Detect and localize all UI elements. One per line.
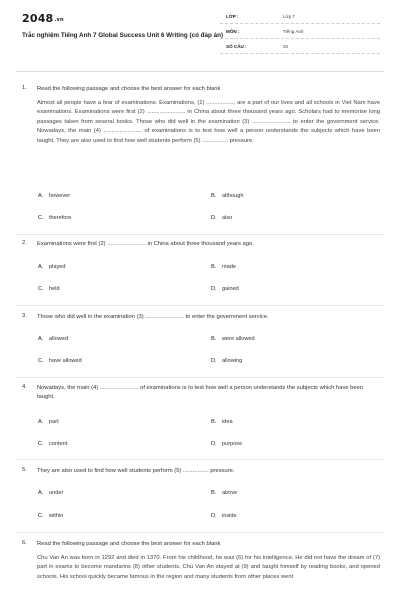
site-logo[interactable]: [22, 12, 64, 25]
option-letter: B.: [211, 490, 217, 496]
option-letter: D.: [211, 215, 217, 221]
question-number: 5.: [22, 467, 27, 473]
option-letter: D.: [211, 441, 217, 447]
option-text: therefore: [49, 215, 72, 221]
option-a[interactable]: [38, 193, 70, 199]
option-letter: C.: [38, 441, 44, 447]
option-d[interactable]: [211, 286, 239, 292]
option-text: inside: [222, 513, 237, 519]
option-c[interactable]: [38, 513, 63, 519]
option-d[interactable]: [211, 215, 232, 221]
option-a[interactable]: [38, 264, 65, 270]
question-3: [22, 313, 382, 373]
meta-row-subject: [220, 24, 380, 39]
page-title: Trắc nghiệm Tiếng Anh 7 Global Success Unit 6 Writing (có đáp án): [22, 32, 224, 39]
option-b[interactable]: [211, 490, 237, 496]
option-letter: B.: [211, 193, 217, 199]
option-text: within: [49, 513, 64, 519]
option-a[interactable]: [38, 419, 59, 425]
logo-main: 2048: [22, 12, 54, 25]
option-a[interactable]: [38, 490, 63, 496]
option-letter: B.: [211, 264, 217, 270]
question-separator: [16, 459, 384, 460]
option-text: purpose: [222, 441, 243, 447]
question-number: 3.: [22, 313, 27, 319]
option-text: however: [49, 193, 71, 199]
question-1: [22, 85, 382, 235]
meta-info-box: [220, 9, 380, 54]
option-d[interactable]: [211, 358, 242, 364]
question-5: [22, 467, 382, 527]
meta-label: LỚP :: [226, 14, 239, 19]
meta-label: MÔN :: [226, 29, 240, 34]
question-number: 1.: [22, 85, 27, 91]
question-number: 6.: [22, 540, 27, 546]
option-text: content: [49, 441, 68, 447]
question-text: They are also used to find how well students perform (5) ................ pressure.: [37, 468, 235, 474]
option-b[interactable]: [211, 336, 255, 342]
option-letter: A.: [38, 264, 44, 270]
reading-passage: Chu Van An was born in 1292 and died in 1370. From his childhood, he was (6) for his intelligence. He did not have the dream of (7) part in exams to become mandarins (8) other students. Chu Van An stayed at (9) and taught himself by reading books, and opened schools. His school quickly became famous in the region and many students from other places went: [37, 555, 380, 580]
option-d[interactable]: [211, 513, 237, 519]
option-letter: A.: [38, 419, 44, 425]
meta-row-count: [220, 39, 380, 54]
option-text: above: [222, 490, 238, 496]
option-text: were allowed: [222, 336, 255, 342]
option-text: part: [49, 419, 59, 425]
option-text: played: [49, 264, 66, 270]
header-divider: [16, 71, 384, 72]
option-c[interactable]: [38, 286, 60, 292]
option-text: allowing: [222, 358, 243, 364]
document-header: [0, 0, 400, 70]
question-4: [22, 384, 382, 454]
option-letter: A.: [38, 336, 44, 342]
option-text: have allowed: [49, 358, 82, 364]
question-text: Read the following passage and choose the best answer for each blank: [37, 541, 221, 547]
meta-value: 20: [283, 44, 289, 49]
option-text: under: [49, 490, 64, 496]
question-number: 2.: [22, 240, 27, 246]
option-text: also: [222, 215, 233, 221]
option-letter: B.: [211, 419, 217, 425]
meta-value: Tiếng Anh: [283, 29, 304, 34]
question-separator: [16, 305, 384, 306]
option-d[interactable]: [211, 441, 242, 447]
option-letter: C.: [38, 358, 44, 364]
option-text: allowed: [49, 336, 68, 342]
option-text: held: [49, 286, 60, 292]
option-c[interactable]: [38, 441, 67, 447]
question-number: 4.: [22, 384, 27, 390]
option-letter: C.: [38, 513, 44, 519]
meta-label: SỐ CÂU :: [226, 44, 247, 49]
option-b[interactable]: [211, 264, 236, 270]
question-2: [22, 240, 382, 300]
option-b[interactable]: [211, 419, 233, 425]
option-b[interactable]: [211, 193, 243, 199]
meta-row-grade: [220, 9, 380, 24]
option-letter: B.: [211, 336, 217, 342]
option-letter: A.: [38, 490, 44, 496]
question-text: Examinations were first (2) ........................ in China about three thousand years ago.: [37, 241, 254, 247]
option-text: although: [222, 193, 244, 199]
option-letter: D.: [211, 286, 217, 292]
option-letter: C.: [38, 286, 44, 292]
option-c[interactable]: [38, 215, 71, 221]
option-text: made: [222, 264, 236, 270]
option-c[interactable]: [38, 358, 82, 364]
option-text: idea: [222, 419, 233, 425]
option-a[interactable]: [38, 336, 68, 342]
option-letter: D.: [211, 513, 217, 519]
option-letter: A.: [38, 193, 44, 199]
option-letter: D.: [211, 358, 217, 364]
question-6: [22, 540, 382, 600]
question-text: Those who did well in the examination (3) ........................ to enter the government service.: [37, 314, 269, 320]
meta-value: Lớp 7: [283, 14, 295, 19]
question-separator: [16, 532, 384, 533]
reading-passage: Almost all people have a fear of examinations. Examinations, (1) ................., are a part of our lives and all schools in Viet Nam have examinations. Examinations were first (2) ........................ in China about three thousand years ago. Scholars had to memorise long passages taken from several books. Those who did well in the examination (3) ........................ to enter the government service. Nowadays, the main (4) ........................ of examinations is to test how well a person understands the subjects which have been taught. They are also used to find how well students perform (5) ................ pressure.: [37, 100, 380, 144]
question-text: Read the following passage and choose the best answer for each blank: [37, 86, 221, 92]
question-text: Nowadays, the main (4) ........................ of examinations is to test how well a person understands the subjects which have been taught.: [37, 385, 364, 400]
question-separator: [16, 377, 384, 378]
logo-suffix: .vn: [54, 17, 64, 23]
question-separator: [16, 234, 384, 235]
option-letter: C.: [38, 215, 44, 221]
option-text: gained: [222, 286, 239, 292]
